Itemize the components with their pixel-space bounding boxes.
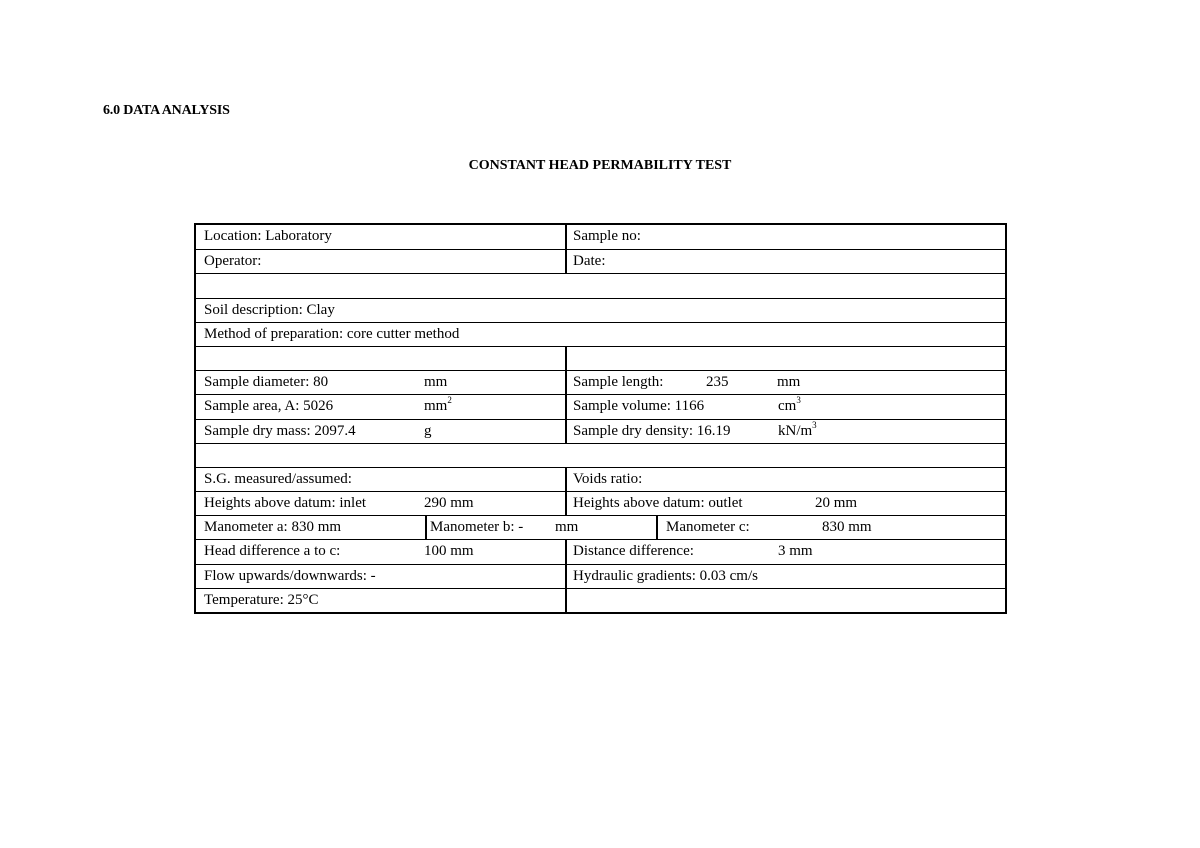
- sample-dry-density-unit-wrap: [778, 420, 817, 442]
- sample-dry-mass-text: Sample dry mass: 2097.4: [204, 422, 356, 439]
- flow-text: Flow upwards/downwards: -: [204, 567, 376, 584]
- hydraulic-gradients-cell: [565, 565, 1005, 588]
- sample-area-unit-wrap: [424, 395, 452, 417]
- operator-text: Operator:: [204, 253, 262, 270]
- sg-text: S.G. measured/assumed:: [204, 470, 352, 487]
- form-row-operator: [196, 249, 1005, 273]
- soil-description-text: Soil description: Clay: [204, 301, 335, 318]
- hydraulic-gradients-text: Hydraulic gradients: 0.03 cm/s: [573, 567, 758, 584]
- sample-diameter-unit: mm: [424, 374, 448, 391]
- temperature-cell: [196, 589, 565, 612]
- height-inlet-text: Heights above datum: inlet: [204, 495, 367, 512]
- permeability-data-form: [194, 223, 1007, 614]
- sample-length-unit: mm: [777, 374, 801, 391]
- form-row-method: [196, 322, 1005, 346]
- head-difference-value: 100 mm: [424, 543, 474, 560]
- height-inlet-value: 290 mm: [424, 495, 474, 512]
- sg-cell: [196, 468, 565, 491]
- sample-length-text: Sample length:: [573, 374, 664, 391]
- sample-dry-density-exponent: 3: [812, 419, 817, 430]
- form-row-heights: [196, 491, 1005, 515]
- flow-cell: [196, 565, 565, 588]
- sample-dry-density-unit: kN/m: [778, 422, 813, 439]
- sample-area-cell: [196, 395, 565, 418]
- form-row-sample-area: [196, 394, 1005, 418]
- sample-diameter-cell: [196, 371, 565, 394]
- sample-volume-cell: [565, 395, 1005, 418]
- manometer-a-text: Manometer a: 830 mm: [204, 519, 342, 536]
- date-cell: [565, 250, 1005, 273]
- height-inlet-cell: [196, 492, 565, 515]
- form-row-soil-description: [196, 298, 1005, 322]
- height-outlet-text: Heights above datum: outlet: [573, 495, 743, 512]
- location-cell: [196, 225, 565, 249]
- distance-difference-cell: [565, 540, 1005, 563]
- soil-description-cell: [196, 299, 1005, 322]
- sample-dry-density-cell: [565, 420, 1005, 443]
- distance-difference-value: 3 mm: [778, 543, 813, 560]
- form-row-blank-2: [196, 346, 1005, 370]
- height-outlet-value: 20 mm: [815, 495, 858, 512]
- method-text: Method of preparation: core cutter method: [204, 325, 460, 342]
- sample-area-text: Sample area, A: 5026: [204, 398, 334, 415]
- distance-difference-text: Distance difference:: [573, 543, 694, 560]
- section-heading: 6.0 DATA ANALYSIS: [103, 103, 230, 118]
- sample-volume-exponent: 3: [796, 395, 801, 406]
- operator-cell: [196, 250, 565, 273]
- blank-cell: [196, 274, 1005, 297]
- voids-ratio-cell: [565, 468, 1005, 491]
- form-row-sample-dimensions: [196, 370, 1005, 394]
- blank-cell-right: [565, 589, 1005, 612]
- date-text: Date:: [573, 253, 606, 270]
- form-row-sg: [196, 467, 1005, 491]
- head-difference-cell: [196, 540, 565, 563]
- form-row-temperature: [196, 588, 1005, 612]
- location-text: Location: Laboratory: [204, 228, 332, 244]
- temperature-text: Temperature: 25°C: [204, 591, 319, 608]
- form-row-blank-3: [196, 443, 1005, 467]
- form-row-differences: [196, 539, 1005, 563]
- form-row-dry-mass: [196, 419, 1005, 443]
- sample-volume-unit: cm: [778, 398, 797, 415]
- form-row-location: [196, 225, 1005, 249]
- method-cell: [196, 323, 1005, 346]
- manometer-a-cell: [196, 516, 425, 539]
- manometer-b-unit: mm: [555, 519, 579, 536]
- sample-area-unit: mm: [424, 398, 448, 415]
- sample-area-exponent: 2: [447, 395, 452, 406]
- manometer-c-value: 830 mm: [822, 519, 872, 536]
- sample-diameter-text: Sample diameter: 80: [204, 374, 329, 391]
- sample-length-cell: [565, 371, 1005, 394]
- blank-cell-left: [196, 347, 565, 370]
- document-title: CONSTANT HEAD PERMABILITY TEST: [468, 158, 732, 173]
- sample-volume-text: Sample volume: 1166: [573, 398, 705, 415]
- manometer-b-text: Manometer b: -: [430, 519, 524, 536]
- form-row-manometers: [196, 515, 1005, 539]
- sample-dry-density-text: Sample dry density: 16.19: [573, 422, 731, 439]
- form-row-blank-1: [196, 273, 1005, 297]
- sample-length-value: 235: [706, 374, 729, 391]
- sample-no-cell: [565, 225, 1005, 249]
- height-outlet-cell: [565, 492, 1005, 515]
- sample-dry-mass-unit: g: [424, 422, 432, 439]
- voids-ratio-text: Voids ratio:: [573, 470, 643, 487]
- manometer-c-text: Manometer c:: [666, 519, 750, 536]
- blank-cell: [196, 444, 1005, 467]
- sample-volume-unit-wrap: [778, 395, 801, 417]
- sample-dry-mass-cell: [196, 420, 565, 443]
- form-row-flow: [196, 564, 1005, 588]
- blank-cell-right: [565, 347, 1005, 370]
- manometer-b-cell: [425, 516, 656, 539]
- manometer-c-cell: [656, 516, 1005, 539]
- head-difference-text: Head difference a to c:: [204, 543, 341, 560]
- sample-no-text: Sample no:: [573, 228, 641, 244]
